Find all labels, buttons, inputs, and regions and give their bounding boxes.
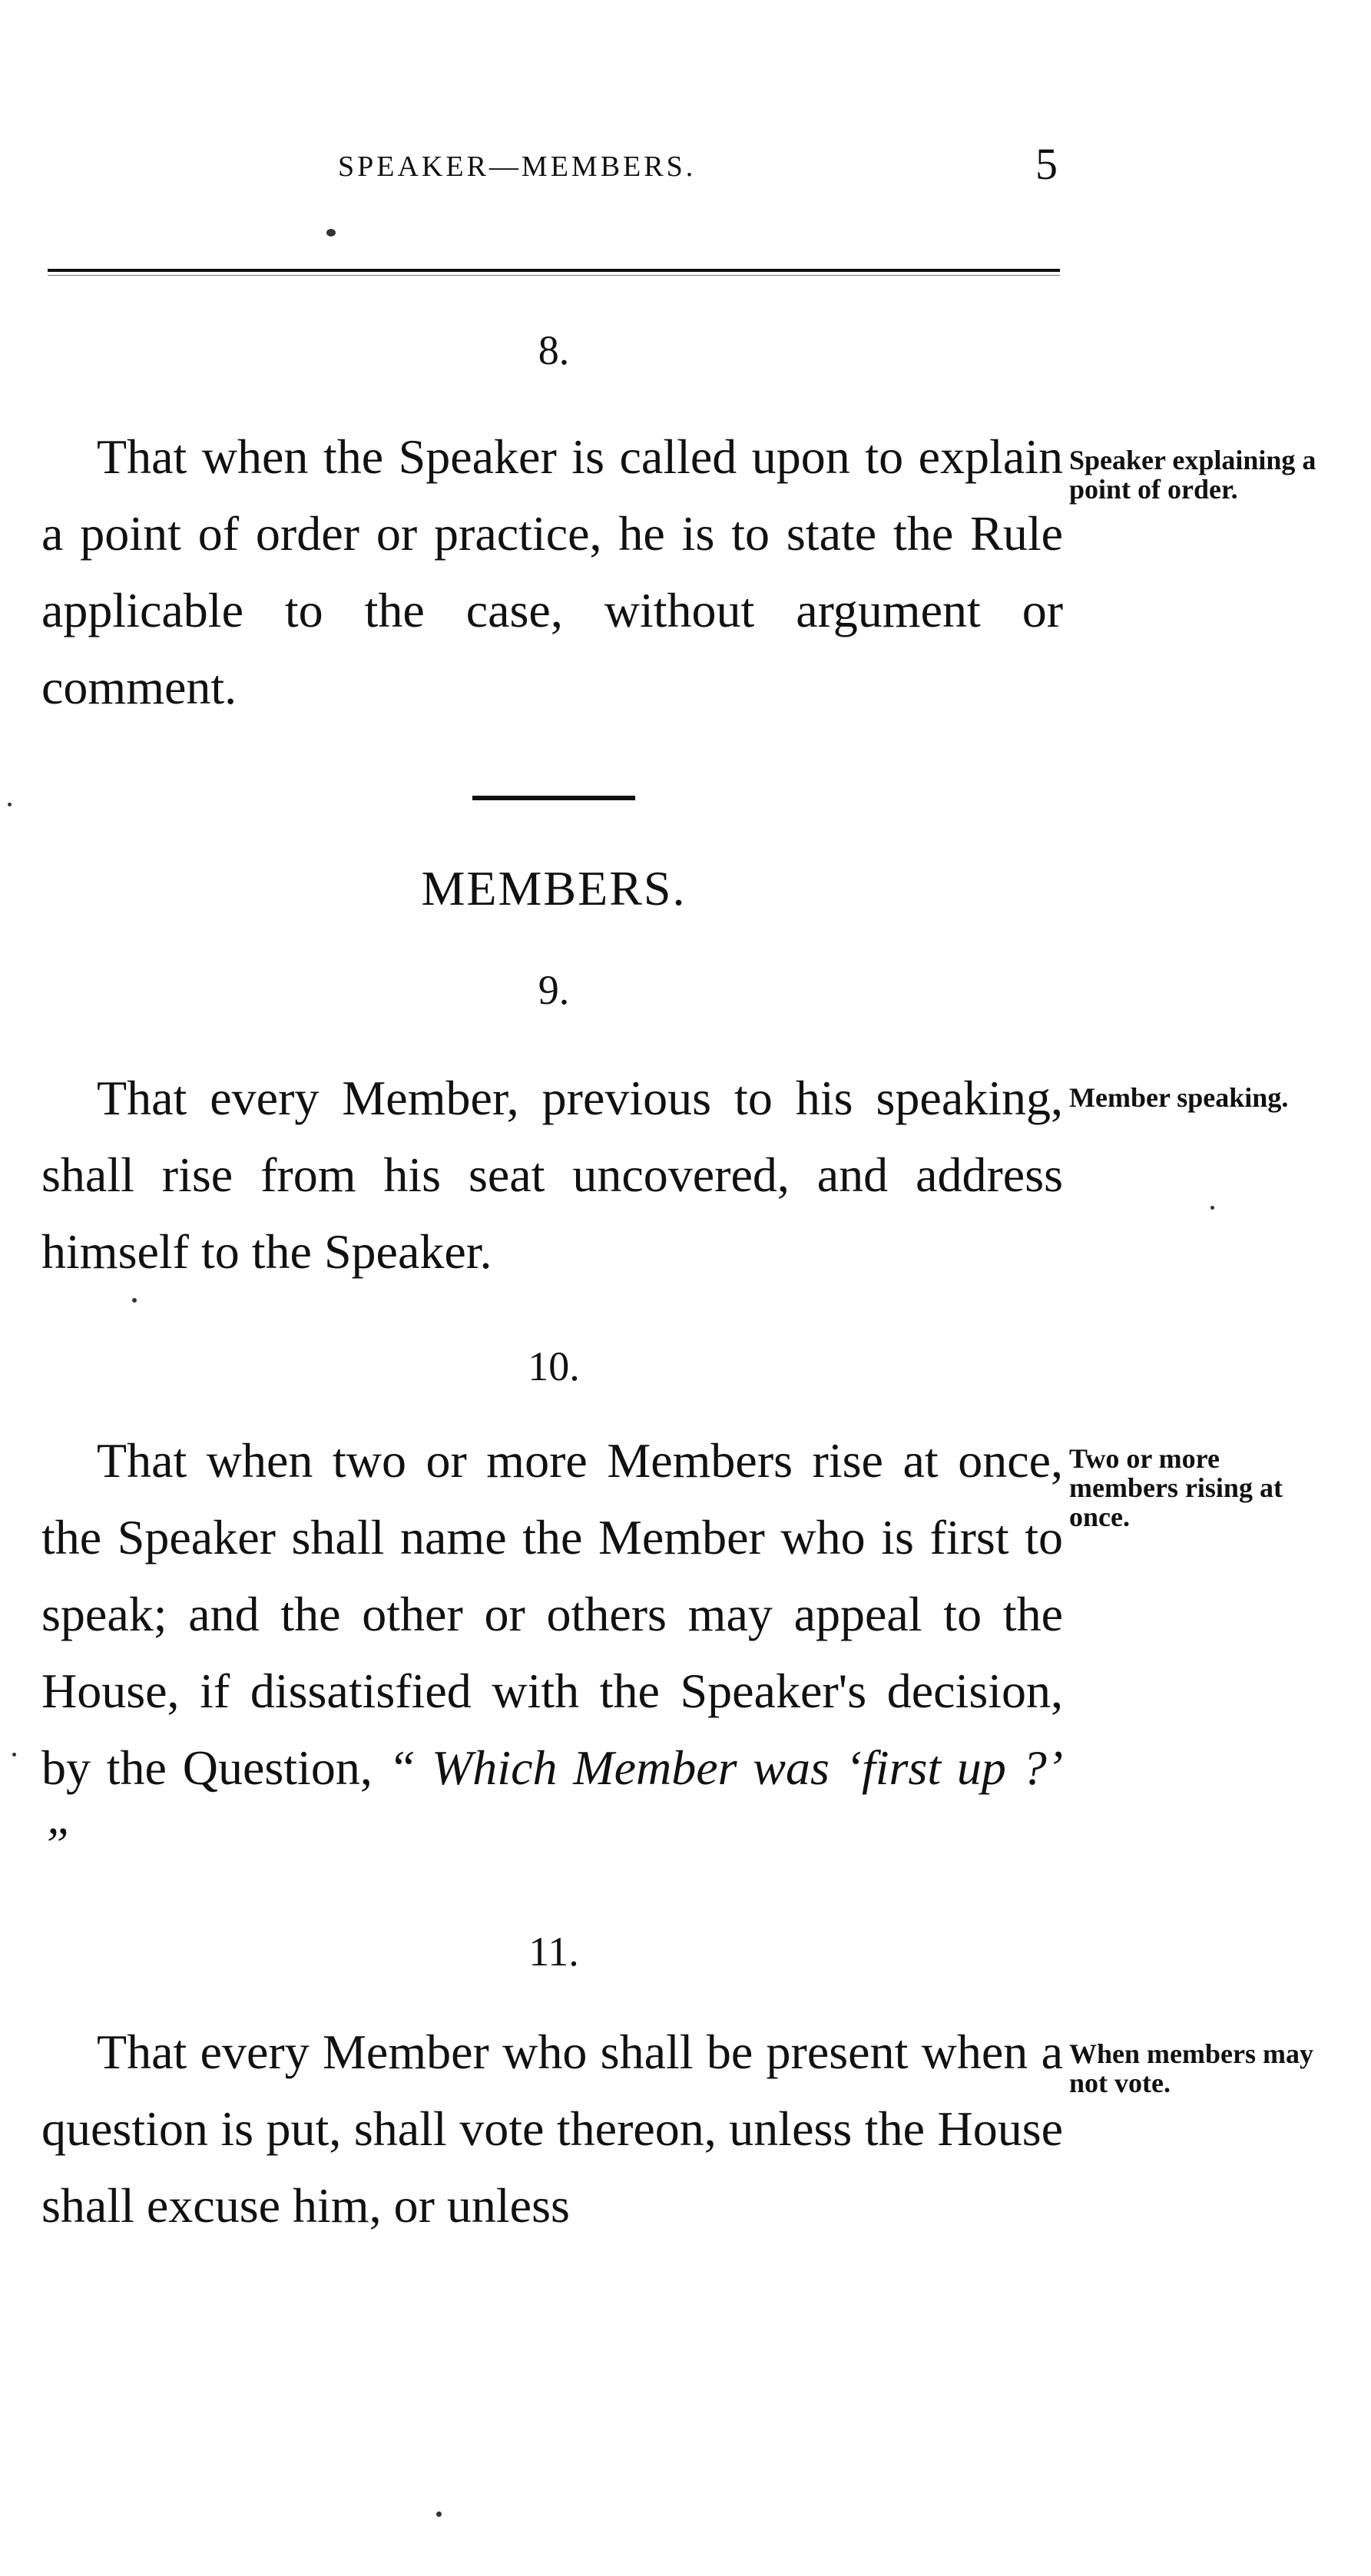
running-title: SPEAKER—MEMBERS. bbox=[338, 151, 697, 183]
ink-speck bbox=[326, 229, 336, 237]
page-number: 5 bbox=[1035, 139, 1058, 189]
rule-10-text bbox=[41, 1422, 1063, 1883]
side-note-rule-11: When members may not vote. bbox=[1069, 2038, 1313, 2098]
section-heading: MEMBERS. bbox=[421, 861, 687, 916]
header-rule bbox=[48, 269, 1060, 272]
rule-10-question: “ Which Member was ‘first up ?’ ” bbox=[41, 1740, 1064, 1872]
ink-speck bbox=[8, 803, 12, 806]
rule-9-text: That every Member, previous to his speaking, shall rise from his seat uncovered, and address himself to the Speaker. bbox=[41, 1071, 1063, 1279]
rule-number-9: 9. bbox=[538, 967, 570, 1013]
side-note-rule-8: Speaker explaining a point of order. bbox=[1069, 445, 1316, 505]
rule-number-11: 11. bbox=[528, 1929, 579, 1975]
rule-11-text: That every Member who shall be present when a question is put, shall vote thereon, unless the House shall excuse him, or unless bbox=[41, 2025, 1063, 2233]
ink-speck bbox=[436, 2511, 442, 2517]
header-rule-thin bbox=[48, 275, 1060, 276]
rule-10-body: That when two or more Members rise at once, the Speaker shall name the Member who is first to speak; and the other or others may appeal to the House, if dissatisfied with the Speaker's decision, by the Question, bbox=[41, 1433, 1063, 1795]
ink-speck bbox=[1210, 1206, 1214, 1210]
rule-8-text: That when the Speaker is called upon to explain a point of order or practice, he is to state the Rule applicable to the case, without argument or comment. bbox=[41, 429, 1063, 714]
rule-number-10: 10. bbox=[528, 1343, 580, 1389]
ink-speck bbox=[12, 1753, 16, 1757]
section-divider bbox=[472, 796, 635, 800]
side-note-rule-9: Member speaking. bbox=[1069, 1082, 1289, 1113]
rule-number-8: 8. bbox=[538, 327, 570, 373]
side-note-rule-10: Two or more members rising at once. bbox=[1069, 1443, 1283, 1532]
ink-speck bbox=[132, 1298, 137, 1303]
